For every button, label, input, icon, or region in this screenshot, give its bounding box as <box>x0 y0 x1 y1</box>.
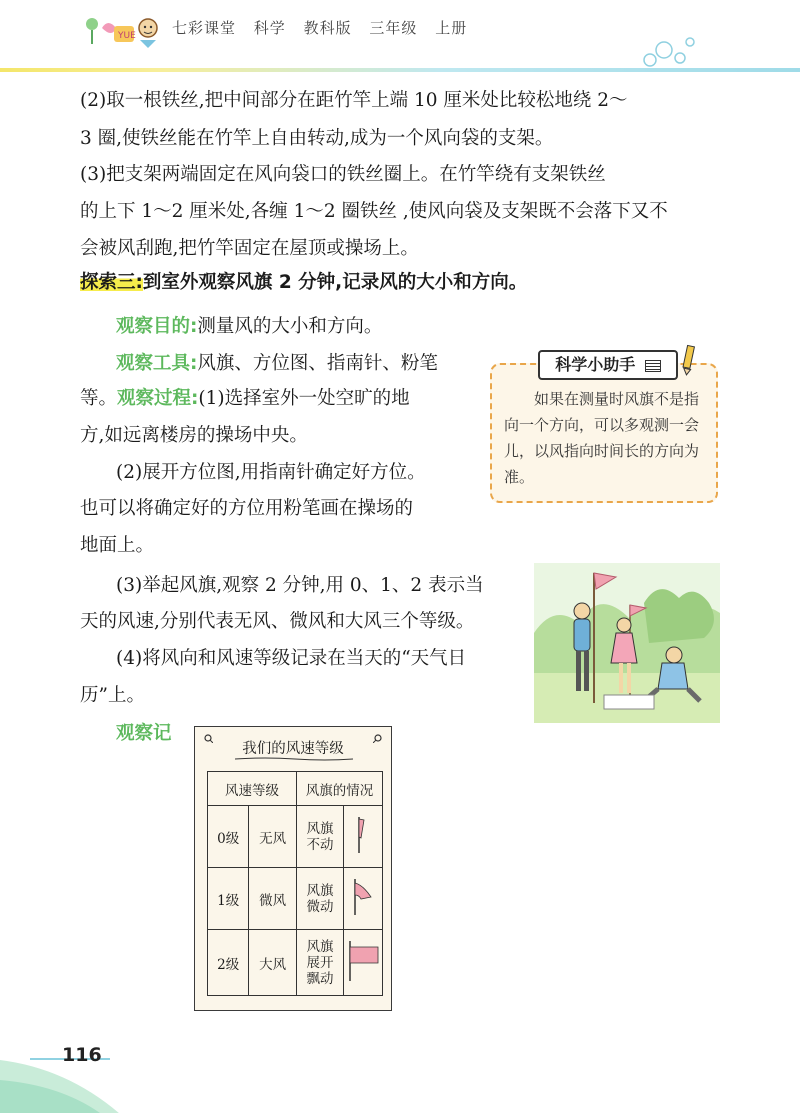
flag-state-line: 风旗 <box>306 820 334 837</box>
kids-observing-wind-illustration <box>534 563 720 723</box>
wind-level-table <box>207 771 383 996</box>
paragraph-line: (4)将风向和风速等级记录在当天的“天气日 <box>116 648 467 669</box>
process-label: 观察过程: <box>117 388 199 409</box>
wind-name-cell: 大风 <box>249 930 297 996</box>
record-label-line <box>116 715 172 753</box>
title-underline <box>235 757 353 761</box>
page-header <box>0 0 800 80</box>
flag-state-line: 展开 <box>306 954 334 971</box>
flag-state-cell <box>297 868 344 930</box>
paragraph-line: (2)展开方位图,用指南针确定好方位。 <box>116 462 426 483</box>
tools-line <box>116 345 438 383</box>
paragraph-line: 历”上。 <box>80 685 145 706</box>
flag-state-line: 微动 <box>306 898 334 915</box>
paragraph-line: 也可以将确定好的方位用粉笔画在操场的 <box>80 498 414 519</box>
wind-name-cell: 微风 <box>249 868 297 930</box>
paragraph-line: 方,如远离楼房的操场中央。 <box>80 425 308 446</box>
flag-state-line: 风旗 <box>306 882 334 899</box>
flag-state-line: 风旗 <box>306 938 334 955</box>
flag-state-cell <box>297 806 344 868</box>
record-label: 观察记 <box>116 723 172 744</box>
wind-name-cell: 无风 <box>249 806 297 868</box>
paragraph-line: (3)把支架两端固定在风向袋口的铁丝圈上。在竹竿绕有支架铁丝 <box>80 164 606 185</box>
explore-label: 探索三: <box>80 272 143 293</box>
wind-level-card <box>194 726 392 1011</box>
flag-still-icon <box>353 815 373 855</box>
wind-card-title: 我们的风速等级 <box>242 741 344 757</box>
header-edition: 教科版 <box>303 19 352 37</box>
table-row <box>208 868 383 930</box>
science-helper-title-text: 科学小助手 <box>555 355 636 374</box>
process-line <box>80 380 410 418</box>
flag-state-cell <box>297 930 344 996</box>
paragraph-line: 会被风刮跑,把竹竿固定在屋顶或操场上。 <box>80 238 419 259</box>
header-series: 七彩课堂 <box>172 19 237 37</box>
level-cell: 0级 <box>208 806 249 868</box>
tools-label: 观察工具: <box>116 353 198 374</box>
purpose-text: 测量风的大小和方向。 <box>197 316 383 337</box>
science-helper-body: 如果在测量时风旗不是指向一个方向，可以多观测一会儿，以风指向时间长的方向为准。 <box>504 390 700 486</box>
header-title <box>172 17 479 38</box>
paragraph-line: (3)举起风旗,观察 2 分钟,用 0、1、2 表示当 <box>116 575 484 596</box>
notepad-icon <box>645 360 661 372</box>
flag-icon-cell <box>344 806 383 868</box>
page-number: 116 <box>62 1044 102 1066</box>
flag-state-line: 飘动 <box>306 970 334 987</box>
tools-text: 风旗、方位图、指南针、粉笔 <box>197 353 438 374</box>
pencil-icon <box>680 344 698 376</box>
process-text: (1)选择室外一处空旷的地 <box>198 388 410 409</box>
paragraph-line: 的上下 1～2 厘米处,各缠 1～2 圈铁丝 ,使风向袋及支架既不会落下又不 <box>80 201 668 222</box>
level-cell: 2级 <box>208 930 249 996</box>
paragraph-line: 天的风速,分别代表无风、微风和大风三个等级。 <box>80 611 475 632</box>
col-header-flag: 风旗的情况 <box>297 772 383 806</box>
table-row <box>208 806 383 868</box>
flag-slight-icon <box>349 877 377 917</box>
flag-icon-cell <box>344 868 383 930</box>
flag-state-line: 不动 <box>306 836 334 853</box>
science-helper-title <box>538 350 678 380</box>
col-header-level: 风速等级 <box>208 772 297 806</box>
paragraph-line: 地面上。 <box>80 535 155 556</box>
header-rule <box>0 68 800 72</box>
svg-text:YUE: YUE <box>118 31 136 41</box>
header-subject: 科学 <box>253 19 286 37</box>
table-header-row <box>208 772 383 806</box>
flag-icon-cell <box>344 930 383 996</box>
header-volume: 上册 <box>435 19 468 37</box>
header-grade: 三年级 <box>369 19 418 37</box>
paragraph-line: 3 圈,使铁丝能在竹竿上自由转动,成为一个风向袋的支架。 <box>80 128 554 149</box>
explore-heading <box>80 268 527 294</box>
tools-line2: 等。 <box>80 388 118 409</box>
level-cell: 1级 <box>208 868 249 930</box>
header-bubbles-icon <box>640 30 700 70</box>
paragraph-line: (2)取一根铁丝,把中间部分在距竹竿上端 10 厘米处比较松地绕 2～ <box>80 90 628 111</box>
header-logo-icon <box>80 10 166 52</box>
explore-text: 到室外观察风旗 2 分钟,记录风的大小和方向。 <box>142 272 528 293</box>
purpose-line <box>116 308 382 346</box>
purpose-label: 观察目的: <box>116 316 198 337</box>
table-row <box>208 930 383 996</box>
flag-strong-icon <box>346 939 380 983</box>
